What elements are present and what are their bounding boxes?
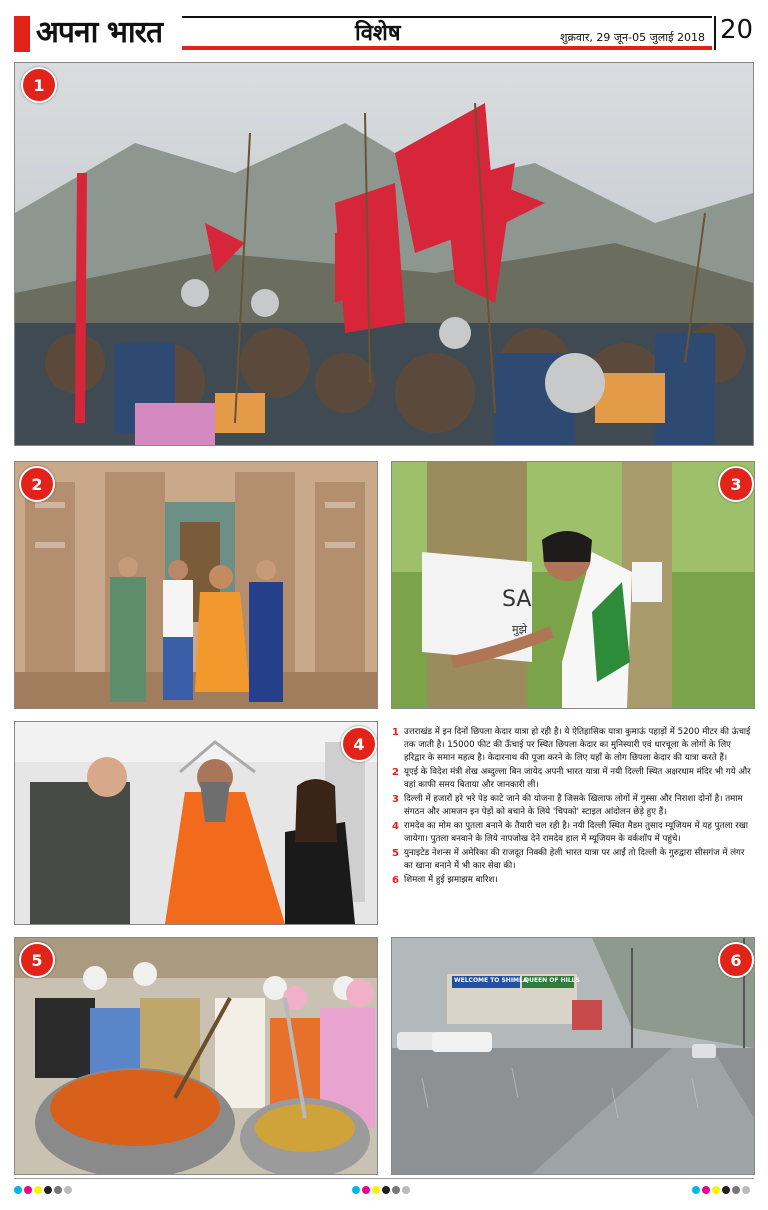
color-dot-yellow (712, 1186, 720, 1194)
page-number: 20 (720, 15, 754, 45)
photo-4-wax-statue (14, 721, 378, 925)
photo-2-image (15, 462, 377, 708)
color-dot-cyan (692, 1186, 700, 1194)
caption-5-number: 5 (392, 848, 399, 859)
registration-dots-center (352, 1186, 410, 1194)
masthead-red-rule (182, 46, 712, 50)
photo-6-shimla-rain (391, 937, 755, 1175)
caption-5 (392, 847, 754, 873)
color-dot-black (382, 1186, 390, 1194)
caption-2 (392, 766, 754, 792)
page-number-divider (714, 16, 716, 50)
photo-5-image (15, 938, 377, 1174)
photo-3-sign-text: SA (502, 587, 532, 612)
section-title: विशेष (355, 21, 401, 46)
color-dot-magenta (702, 1186, 710, 1194)
footer-rule (14, 1178, 754, 1179)
photo-6-image (392, 938, 754, 1174)
caption-1-text: उत्तराखंड में इन दिनों छिपला केदार यात्रा हो रही है। ये ऐतिहासिक यात्रा कुमाऊं पहाड़ों में 5200 मीटर की ऊंचाई तक जाती है। 15000 फीट की ऊँचाई पर स्थित छिपला केदार का मुनिस्यारी एवं धारचूला के लोगों के लिए हरिद्वार के समान महत्व है। केदारनाथ की पूजा करने के लिए यहाँ के लोग छिपला केदार की यात्रा करते हैं। (404, 727, 751, 763)
color-dot-grey (392, 1186, 400, 1194)
caption-4-text: रामदेव का मोम का पुतला बनाने के तैयारी चल रही है। नयी दिल्ली स्थित मैडम तुसाद म्यूजियम में यह पुतला रखा जायेगा। पुतला बनवाने के लिये नापजोख देने रामदेव हाल में म्यूजियम के वर्कशॉप में पहुंचे। (404, 821, 749, 844)
caption-6 (392, 874, 754, 887)
photo-3-badge: 3 (718, 466, 754, 502)
photo-3-chipko (391, 461, 755, 709)
caption-5-text: युनाइटेड नेशन्स में अमेरिका की राजदूत निक्की हेली भारत यात्रा पर आईं तो दिल्ली के गुरुद्वारा सीसगंज में लंगर का खाना बनाने में भी कार सेवा की। (404, 848, 745, 871)
color-dot-magenta (362, 1186, 370, 1194)
caption-6-text: शिमला में हुई झमाझम बारिश। (404, 875, 498, 885)
color-dot-black (722, 1186, 730, 1194)
color-dot-grey (54, 1186, 62, 1194)
color-dot-lightgrey (742, 1186, 750, 1194)
publication-title: अपना भारत (36, 15, 163, 50)
photo-1-badge: 1 (21, 67, 57, 103)
photo-5-langar (14, 937, 378, 1175)
top-rule (182, 16, 712, 18)
photo-3-sign-text-2: मुझे (512, 623, 527, 636)
color-dot-black (44, 1186, 52, 1194)
photo-2-temple (14, 461, 378, 709)
queen-of-hills-sign: QUEEN OF HILLS (524, 977, 580, 984)
photo-1-image (15, 63, 753, 445)
color-dot-grey (732, 1186, 740, 1194)
color-dot-lightgrey (64, 1186, 72, 1194)
color-dot-yellow (372, 1186, 380, 1194)
photo-6-badge: 6 (718, 942, 754, 978)
color-dot-lightgrey (402, 1186, 410, 1194)
caption-3-number: 3 (392, 794, 399, 805)
caption-2-number: 2 (392, 767, 399, 778)
caption-3 (392, 793, 754, 819)
color-dot-cyan (14, 1186, 22, 1194)
color-dot-yellow (34, 1186, 42, 1194)
masthead-red-block (14, 16, 30, 52)
photo-captions (392, 726, 754, 888)
photo-3-image (392, 462, 754, 708)
photo-1-pilgrims (14, 62, 754, 446)
shimla-welcome-sign: WELCOME TO SHIMLA (454, 977, 528, 984)
masthead (0, 0, 768, 58)
color-dot-cyan (352, 1186, 360, 1194)
caption-1-number: 1 (392, 727, 399, 738)
photo-4-image (15, 722, 377, 924)
registration-dots-right (692, 1186, 750, 1194)
issue-date: शुक्रवार, 29 जून-05 जुलाई 2018 (560, 31, 705, 44)
caption-4-number: 4 (392, 821, 399, 832)
photo-4-badge: 4 (341, 726, 377, 762)
photo-2-badge: 2 (19, 466, 55, 502)
caption-3-text: दिल्ली में हजारों हरे भरे पेड़ काटे जाने की योजना है जिसके खिलाफ लोगों में गुस्सा और निराशा दोनों है। तमाम संगठन और आमजन इन पेड़ों को बचाने के लिये 'चिपको' स्टाइल आंदोलन छेड़े हुए हैं। (404, 794, 743, 817)
caption-1 (392, 726, 754, 765)
color-dot-magenta (24, 1186, 32, 1194)
caption-2-text: यूएई के विदेश मंत्री शेख अब्दुल्ला बिन जायेद अपनी भारत यात्रा में नयी दिल्ली स्थित अक्षरधाम मंदिर भी गये और वहां काफी समय बिताया और जानकारी ली। (404, 767, 751, 790)
caption-4 (392, 820, 754, 846)
caption-6-number: 6 (392, 875, 399, 886)
registration-dots-left (14, 1186, 72, 1194)
photo-5-badge: 5 (19, 942, 55, 978)
